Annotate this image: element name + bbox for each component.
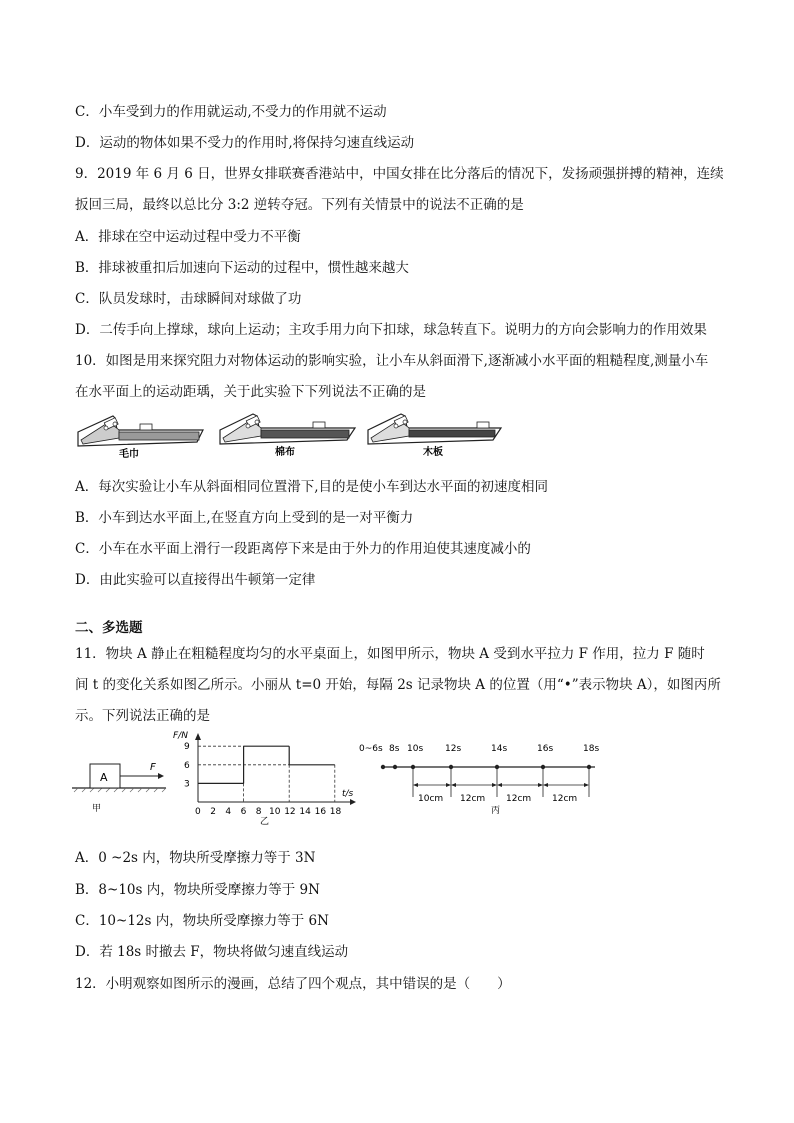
label-board: 木板 <box>423 447 443 458</box>
x-tick-label: 12 <box>284 807 296 817</box>
q10-option-b: B．小车到达水平面上,在竖直方向上受到的是一对平衡力 <box>75 510 414 526</box>
experiment-setup-towel <box>78 416 203 460</box>
time-label: 14s <box>491 744 508 754</box>
section-title: 二、多选题 <box>75 620 143 636</box>
x-tick-label: 6 <box>240 807 247 817</box>
q9-option-a: A．排球在空中运动过程中受力不平衡 <box>75 229 301 245</box>
arrow-left-icon <box>451 783 456 787</box>
q11-option-b: B．8~10s 内，物块所受摩擦力等于 9N <box>75 882 320 898</box>
label-towel: 毛巾 <box>119 449 139 460</box>
caption-yi: 乙 <box>260 817 270 826</box>
q10-option-c: C．小车在水平面上滑行一段距离停下来是由于外力的作用迫使其速度减小的 <box>75 541 531 557</box>
distance-label: 12cm <box>460 794 486 804</box>
time-label: 12s <box>445 744 462 754</box>
q9-option-c: C．队员发球时，击球瞬间对球做了功 <box>75 291 302 307</box>
distance-label: 12cm <box>506 794 532 804</box>
y-tick-label: 3 <box>184 779 190 790</box>
arrow-right-icon <box>584 783 589 787</box>
x-tick-label: 14 <box>299 807 311 817</box>
time-label: 0~6s <box>359 744 383 754</box>
force-arrow-icon <box>158 773 164 779</box>
arrow-right-icon <box>446 783 451 787</box>
time-label: 8s <box>389 744 400 754</box>
x-tick-label: 18 <box>329 807 342 817</box>
q10-experiment-figure-board <box>365 408 505 466</box>
arrow-right-icon <box>492 783 497 787</box>
y-axis-arrow-icon <box>195 733 201 740</box>
experiment-setup-board-drawing <box>368 414 501 458</box>
q9-stem-line1: 9．2019 年 6 月 6 日，世界女排联赛香港站中，中国女排在比分落后的情况下，发扬顽强拼搏的精神，连续 <box>75 166 724 182</box>
position-dot <box>381 765 385 769</box>
q10-option-a: A．每次实验让小车从斜面相同位置滑下,目的是使小车到达水平面的初速度相同 <box>75 479 549 495</box>
distance-label: 12cm <box>552 794 578 804</box>
time-label: 10s <box>407 744 424 754</box>
q11-stem-line1: 11．物块 A 静止在粗糙程度均匀的水平桌面上，如图甲所示，物块 A 受到水平拉力 F 作用，拉力 F 随时 <box>75 646 705 662</box>
x-axis-label: t/s <box>342 789 354 799</box>
q9-option-b: B．排球被重扣后加速向下运动的过程中，惯性越来越大 <box>75 260 409 276</box>
x-tick-label: 4 <box>225 807 232 817</box>
caption-jia: 甲 <box>92 804 102 814</box>
block-a-label: A <box>100 771 108 784</box>
q11-stem-line3: 示。下列说法正确的是 <box>75 708 210 724</box>
x-tick-label: 0 <box>195 807 201 817</box>
x-tick-label: 2 <box>210 807 216 817</box>
q10-stem-line1: 10．如图是用来探究阻力对物体运动的影响实验，让小车从斜面滑下,逐渐减小水平面的粗糙程度,测量小车 <box>75 353 709 369</box>
time-label: 18s <box>583 744 600 754</box>
position-dot <box>393 765 397 769</box>
q9-stem-line2: 扳回三局，最终以总比分 3:2 逆转夺冠。下列有关情景中的说法不正确的是 <box>75 197 524 213</box>
q9-option-d: D．二传手向上撑球，球向上运动；主攻手用力向下扣球，球急转直下。说明力的方向会影响力的作用效果 <box>75 322 707 338</box>
arrow-left-icon <box>413 783 418 787</box>
q11-option-a: A．0 ~2s 内，物块所受摩擦力等于 3N <box>75 850 316 866</box>
experiment-setup-cotton <box>220 414 355 458</box>
q10-stem-line2: 在水平面上的运动距瑀，关于此实验下下列说法不正确的是 <box>75 384 426 400</box>
q8-option-c: C．小车受到力的作用就运动,不受力的作用就不运动 <box>75 104 387 120</box>
arrow-right-icon <box>538 783 543 787</box>
q11-option-d: D．若 18s 时撤去 F，物块将做匀速直线运动 <box>75 944 349 960</box>
y-axis-label: F/N <box>173 731 188 741</box>
x-tick-label: 8 <box>255 807 262 817</box>
fig-bing <box>355 735 615 819</box>
q8-option-d: D．运动的物体如果不受力的作用时,将保持匀速直线运动 <box>75 135 415 151</box>
q11-option-c: C．10~12s 内，物块所受摩擦力等于 6N <box>75 913 329 929</box>
distance-label: 10cm <box>418 794 444 804</box>
q11-stem-line2: 间 t 的变化关系如图乙所示。小丽从 t=0 开始，每隔 2s 记录物块 A 的位置（用“•”表示物块 A），如图丙所 <box>75 677 721 693</box>
force-label: F <box>150 762 156 773</box>
fig-yi-chart <box>170 728 370 826</box>
arrow-left-icon <box>543 783 548 787</box>
label-cotton: 棉布 <box>275 447 295 458</box>
arrow-left-icon <box>497 783 502 787</box>
q10-option-d: D．由此实验可以直接得出牛顿第一定律 <box>75 572 316 588</box>
fig-jia <box>70 755 170 817</box>
caption-bing: 丙 <box>491 806 501 816</box>
q10-experiment-figure <box>75 408 365 466</box>
x-tick-label: 10 <box>269 807 281 817</box>
y-tick-label: 6 <box>184 760 190 771</box>
time-label: 16s <box>537 744 554 754</box>
x-tick-label: 16 <box>314 807 327 817</box>
q12-stem: 12．小明观察如图所示的漫画，总结了四个观点，其中错误的是（ ） <box>75 976 511 992</box>
y-tick-label: 9 <box>184 742 190 753</box>
